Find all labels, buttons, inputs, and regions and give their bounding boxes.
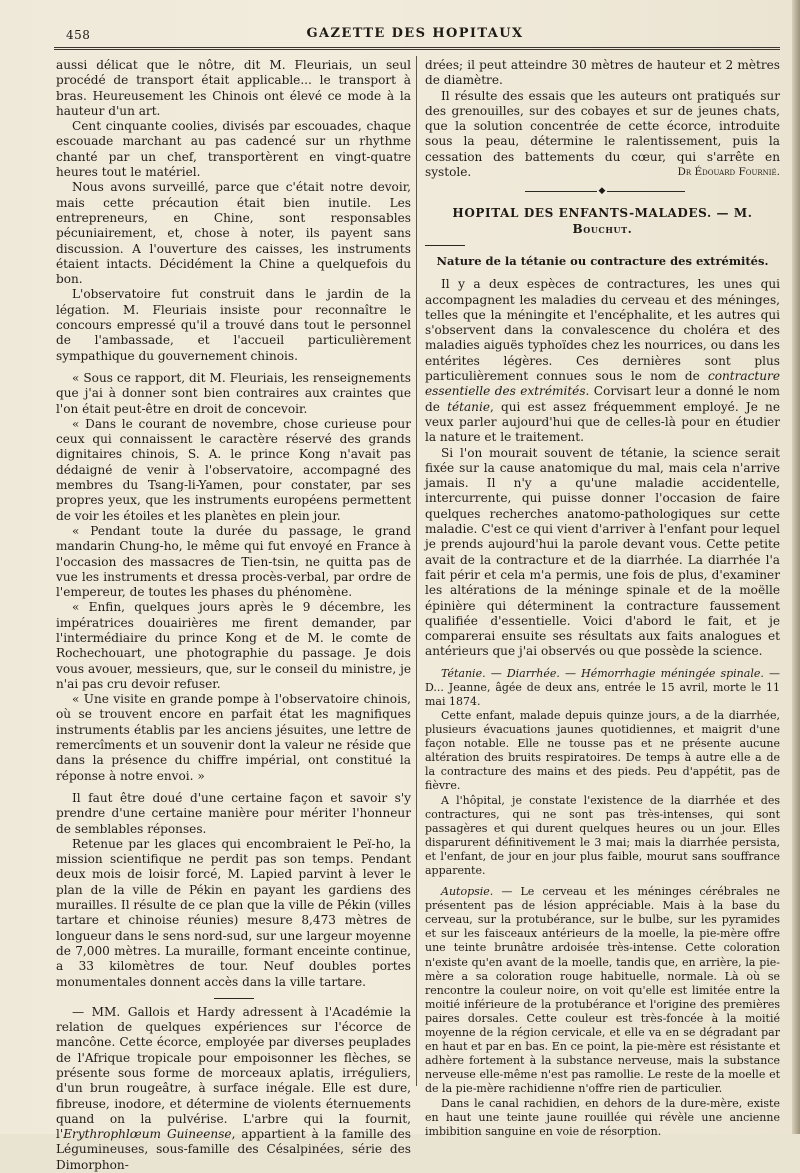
page-header — [50, 22, 780, 48]
paragraph: Dans le canal rachidien, en dehors de la dure-mère, existe en haut une teinte jaune rouillée qui révèle une ancienne imbibition sanguine en voie de résorption. — [425, 1096, 780, 1138]
paragraph: « Une visite en grande pompe à l'observatoire chinois, où se trouvent encore en parfait état les magnifiques instruments établis par les anciens jésuites, une lettre de remercîments et un souvenir dont la valeur ne réside que dans la présence du chiffre impérial, ont constitué la réponse à notre envoi. » — [56, 692, 411, 783]
autopsy-label: Autopsie. — [441, 885, 494, 899]
section-subtitle: Nature de la tétanie ou contracture des extrémités. — [436, 253, 769, 268]
left-column — [56, 58, 411, 1173]
latin-name: Erythrophlœum Guineense — [63, 1127, 232, 1142]
section-title-prefix: HOPITAL DES ENFANTS-MALADES. — M. — [452, 206, 753, 221]
text-run: Il y a deux espèces de contractures, les unes qui accompagnent les maladies du cerveau et des méninges, telles que la méningite et l'encéphalite, et les autres qui s'observent dans la convalescence du choléra et des maladies aiguës typhoïdes chez les nourrices, ou dans les entérites légères. Ces dernières sont plus particulièrement connues sous le nom de — [425, 277, 780, 384]
section-separator — [425, 184, 780, 198]
text-run: — MM. Gallois et Hardy adressent à l'Académie la relation de quelques expériences sur l'écorce de mancône. Cette écorce, employée par diverses peuplades de l'Afrique tropicale pour empoisonner les flèches, se présente sous forme de morceaux aplatis, irréguliers, d'un brun rougeâtre, à surface inégale. Elle est dure, fibreuse, inodore, et détermine de violents éternuements quand on la pulvérise. L'arbre qui la fournit, l' — [56, 1004, 411, 1142]
text-run: Il résulte des essais que les auteurs ont pratiqués sur des grenouilles, sur des cobayes et sur de jeunes chats, que la solution concentrée de cette écorce, introduite sous la peau, détermine le ralentissement, puis la cessation des battements du cœur, qui s'arrête en systole. — [425, 88, 780, 180]
column-divider — [416, 56, 417, 1086]
paragraph: L'observatoire fut construit dans le jardin de la légation. M. Fleuriais insiste pour reconnaître le concours empressé qu'il a trouvé dans tout le personnel de l'ambassade, et l'accueil particulièrement sympathique du gouvernement chinois. — [56, 287, 411, 363]
paragraph — [425, 885, 780, 1096]
header-rule — [54, 47, 780, 50]
running-head: GAZETTE DES HOPITAUX — [306, 26, 524, 41]
paragraph: A l'hôpital, je constate l'existence de la diarrhée et des contractures, qui ne sont pas très-intenses, qui sont passagères et qui durent quelques heures ou un jour. Elles disparurent définitivement le 3 mai; mais la diarrhée persista, et l'enfant, de jour en jour plus faible, mourut sans souffrance apparente. — [425, 793, 780, 877]
paragraph — [425, 277, 780, 445]
paragraph: Il faut être doué d'une certaine façon et savoir s'y prendre d'une certaine manière pour mériter l'honneur de semblables réponses. — [56, 790, 411, 836]
paragraph: drées; il peut atteindre 30 mètres de hauteur et 2 mètres de diamètre. — [425, 58, 780, 88]
paragraph: aussi délicat que le nôtre, dit M. Fleuriais, un seul procédé de transport était applicable... le transport à bras. Heureusement les Chinois ont élevé ce mode à la hauteur d'un art. — [56, 58, 411, 118]
right-column — [425, 58, 780, 1139]
case-heading: Tétanie. — Diarrhée. — Hémorrhagie méningée spinale. — [441, 666, 764, 680]
paragraph: Cette enfant, malade depuis quinze jours, a de la diarrhée, plusieurs évacuations jaunes quotidiennes, et maigrit d'une façon notable. Elle ne tousse pas et ne présente aucune altération des bruits respiratoires. De temps à autre elle a de la contracture des mains et des pieds. Peu d'appétit, pas de fièvre. — [425, 708, 780, 793]
text-run: , qui est assez fréquemment employé. Je ne veux parler aujourd'hui que de celles-là pour en étudier la nature et le traitement. — [425, 399, 780, 445]
paragraph — [56, 1005, 411, 1173]
text-run: — Le cerveau et les méninges cérébrales ne présentent pas de lésion appréciable. Mais à la base du cerveau, sur la protubérance, sur le bulbe, sur les pyramides et sur les faisceaux antérieurs de la moelle, la pie-mère offre une teinte brunâtre ardoisée très-intense. Cette coloration n'existe qu'en avant de la moelle, tandis que, en arrière, la pie-mère a sa coloration rouge habituelle, normale. Là où se rencontre la couleur noire, on voit qu'elle est limitée entre la moitié inférieure de la protubérance et l'origine des premières paires dorsales. Cette couleur est très-foncée à la moitié moyenne de la région cervicale, et elle va en se dégradant par en haut et par en bas. En ce point, la pie-mère est résistante et adhère fortement à la substance nerveuse, mais la substance nerveuse elle-même n'est pas ramollie. Le reste de la moelle et de la pie-mère rachidienne n'offre rien de particulier. — [425, 885, 780, 1096]
section-title-name: Bouchut. — [572, 221, 633, 236]
paragraph: Retenue par les glaces qui encombraient le Peï-ho, la mission scientifique ne perdit pas son temps. Pendant deux mois de loisir forcé, M. Lapied parvint à lever le plan de la ville de Pékin en payant les gardiens des murailles. Il résulte de ce plan que la ville de Pékin (villes tartare et chinoise réunies) mesure 8,473 mètres de longueur dans le sens nord-sud, sur une largeur moyenne de 7,000 mètres. La muraille, formant enceinte continue, a 33 kilomètres de tour. Neuf doubles portes monumentales donnent accès dans la ville tartare. — [56, 836, 411, 989]
separator-rule — [425, 245, 465, 246]
separator-rule — [214, 998, 254, 999]
page-number: 458 — [66, 28, 91, 42]
paragraph: « Sous ce rapport, dit M. Fleuriais, les renseignements que j'ai à donner sont bien contraires aux craintes que l'on était peut-être en droit de concevoir. — [56, 370, 411, 416]
text-run: , appartient à la famille des Légumineuses, sous-famille des Césalpinées, série des Dimorphon- — [56, 1127, 412, 1172]
paragraph: « Dans le courant de novembre, chose curieuse pour ceux qui connaissent le caractère réservé des grands dignitaires chinois, S. A. le prince Kong n'avait pas dédaigné de venir à l'observatoire, accompagné des membres du Tsang-li-Yamen, pour constater, par ses propres yeux, que les instruments européens permettent de voir les étoiles et les planètes en plein jour. — [56, 416, 411, 523]
paragraph: Si l'on mourait souvent de tétanie, la science serait fixée sur la cause anatomique du mal, mais cela n'arrive jamais. Il n'y a qu'une maladie accidentelle, intercurrente, qui puisse donner l'occasion de faire quelques recherches anatomo-pathologiques sur cette maladie. C'est ce qui vient d'arriver à l'enfant pour lequel je prends aujourd'hui la parole devant vous. Cette petite avait de la contracture et de la diarrhée. La diarrhée l'a fait périr et cela m'a permis, une fois de plus, d'examiner les altérations de la méninge spinale et de la moëlle épinière qui déterminent la contracture faussement qualifiée d'essentielle. Voici d'abord le fait, et je comparerai ensuite ses résultats aux faits analogues et antérieurs que j'ai observés ou que possède la science. — [425, 445, 780, 659]
page-binding-edge — [792, 0, 800, 1134]
ornament-icon: ◆ — [598, 186, 606, 197]
case-paragraph — [425, 667, 780, 709]
emphasis: contracture essentielle des extrémités — [425, 369, 780, 399]
paragraph: Cent cinquante coolies, divisés par escouades, chaque escouade marchant au pas cadencé sur un rhythme chanté par un chef, transportèrent en vingt-quatre heures tout le matériel. — [56, 119, 411, 180]
paragraph — [425, 89, 780, 181]
paragraph: « Pendant toute la durée du passage, le grand mandarin Chung-ho, le même qui fut envoyé en France à l'occasion des massacres de Tien-tsin, ne quitta pas de vue les instruments et dressa procès-verbal, par ordre de l'empereur, de toutes les phases du phénomène. — [56, 523, 411, 600]
text-run: — D... Jeanne, âgée de deux ans, entrée le 15 avril, morte le 11 mai 1874. — [425, 666, 780, 708]
signature: Dr Édouard Fournié. — [677, 166, 780, 179]
paragraph: « Enfin, quelques jours après le 9 décembre, les impératrices douairières me firent demander, par l'intermédiaire du prince Kong et de M. le comte de Rochechouart, une photographie du passage. Je dois vous avouer, messieurs, que, sur le conseil du ministre, je n'ai pas cru devoir refuser. — [56, 600, 411, 691]
section-title — [425, 206, 780, 237]
paragraph: Nous avons surveillé, parce que c'était notre devoir, mais cette précaution était bien inutile. Les entrepreneurs, en Chine, sont responsables pécuniairement, et, chose à noter, ils payent sans discussion. A l'ouverture des caisses, les instruments étaient intacts. Décidément la Chine a quelquefois du bon. — [56, 180, 411, 287]
text-run: . Corvisart leur a donné le nom de — [425, 384, 781, 414]
emphasis: tétanie — [447, 399, 490, 414]
